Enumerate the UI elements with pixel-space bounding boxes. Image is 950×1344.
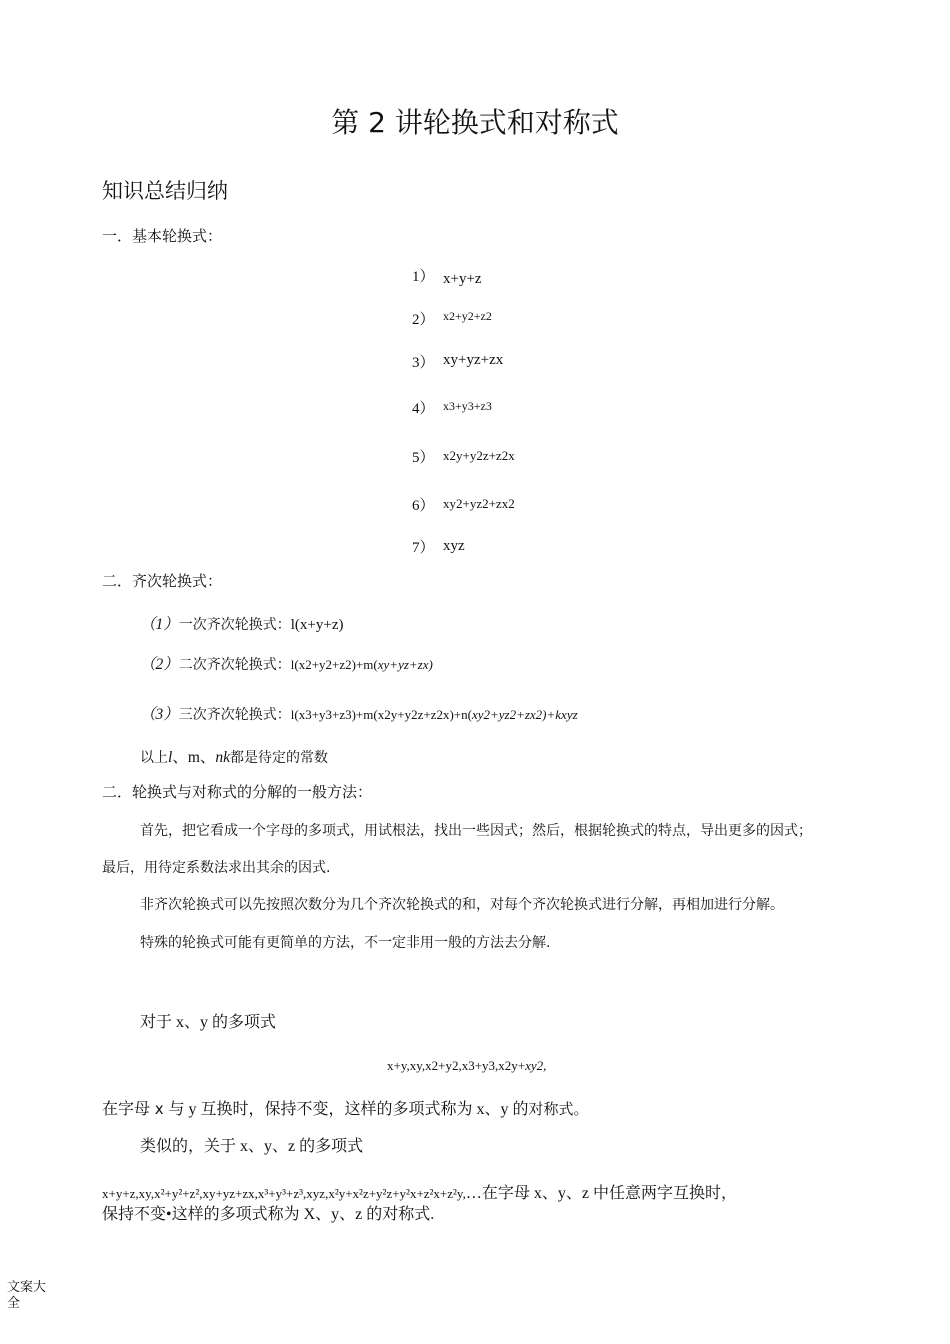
section3-heading: 二．轮换式与对称式的分解的一般方法： — [102, 783, 373, 801]
item-expression: x2y+y2z+z2x — [443, 448, 515, 463]
item-number: 3） — [412, 355, 435, 371]
item-label: 二次齐次轮换式： — [178, 657, 291, 673]
note-text: 都是待定的常数 — [230, 750, 329, 766]
note-var-m: 、m、 — [172, 749, 216, 766]
item-number: 7） — [412, 540, 435, 556]
definition-text: …在字母 x、y、z 中任意两字互换时， — [465, 1185, 737, 1202]
method-paragraph1-line1: 首先，把它看成一个字母的多项式，用试根法，找出一些因式；然后，根据轮换式的特点，导出更多的因式； — [140, 823, 812, 839]
expression: x+y,xy,x2+y2,x3+y3,x2y+ — [387, 1058, 526, 1073]
item-label: 一次齐次轮换式： — [178, 617, 291, 633]
note-var-nk: nk — [215, 749, 231, 766]
note-text: 以上 — [140, 750, 168, 766]
homogeneous-degree2 — [140, 652, 433, 674]
page-title: 第 2 讲轮换式和对称式 — [331, 106, 619, 139]
homogeneous-degree3 — [140, 702, 578, 724]
summary-heading: 知识总结归纳 — [102, 179, 228, 203]
expression-italic: xy2, — [525, 1058, 547, 1073]
item-expression: l(x3+y3+z3)+m(x2y+y2z+z2x)+n( — [290, 707, 472, 722]
symmetric-xyz-line1 — [102, 1180, 737, 1203]
section2-heading: 二．齐次轮换式： — [102, 572, 223, 590]
constants-note — [140, 745, 328, 767]
item-expression: xyz — [443, 538, 465, 554]
symmetric-xy-expressions — [387, 1055, 546, 1074]
definition-var-x: x — [150, 1100, 169, 1118]
definition-text: 与 y 互换时，保持不变，这样的多项式称为 x、y 的 — [168, 1101, 529, 1118]
item-expression: x+y+z — [443, 271, 482, 287]
definition-text: 在字母 — [102, 1101, 151, 1118]
symmetric-xyz-line2: 保持不变•这样的多项式称为 X、y、z 的对称式. — [102, 1206, 435, 1223]
item-number: 1） — [412, 269, 435, 285]
item-number: （3） — [140, 706, 179, 723]
item-expression: xy+yz+zx — [443, 352, 504, 368]
item-expression: x3+y3+z3 — [443, 399, 492, 413]
symmetric-definition — [102, 1096, 588, 1119]
item-number: （1） — [140, 616, 179, 633]
method-paragraph3: 特殊的轮换式可能有更简单的方法，不一定非用一般的方法去分解. — [140, 935, 551, 951]
homogeneous-degree1 — [140, 612, 344, 634]
item-number: 4） — [412, 401, 435, 417]
item-number: 2） — [412, 312, 435, 328]
item-expression: l(x2+y2+z2)+m( — [290, 657, 378, 672]
symmetric-similar: 类似的，关于 x、y、z 的多项式 — [140, 1138, 364, 1155]
item-expression: x2+y2+z2 — [443, 309, 492, 323]
item-number: （2） — [140, 656, 179, 673]
item-number: 6） — [412, 498, 435, 514]
expression: x+y+z,xy,x²+y²+z²,xy+yz+zx,x³+y³+z³,xyz,x²y+x²z+y²z+y²x+z²x+z²y, — [102, 1186, 466, 1201]
symmetric-intro: 对于 x、y 的多项式 — [140, 1014, 277, 1031]
section1-heading: 一．基本轮换式： — [102, 227, 223, 245]
item-label: 三次齐次轮换式： — [178, 707, 291, 723]
method-paragraph1-line2: 最后，用待定系数法求出其余的因式. — [102, 860, 331, 876]
item-expression-italic: xy2+yz2+zx2)+kxyz — [471, 707, 578, 722]
item-expression: l(x+y+z) — [290, 617, 344, 633]
definition-term: 对称式。 — [528, 1100, 589, 1118]
footer-text: 文案大全 — [7, 1279, 47, 1310]
method-paragraph2: 非齐次轮换式可以先按照次数分为几个齐次轮换式的和，对每个齐次轮换式进行分解，再相加进行分解。 — [140, 897, 784, 913]
item-number: 5） — [412, 450, 435, 466]
item-expression-italic: xy+yz+zx) — [377, 657, 433, 672]
note-var-l: l — [168, 749, 173, 766]
item-expression: xy2+yz2+zx2 — [443, 496, 515, 511]
